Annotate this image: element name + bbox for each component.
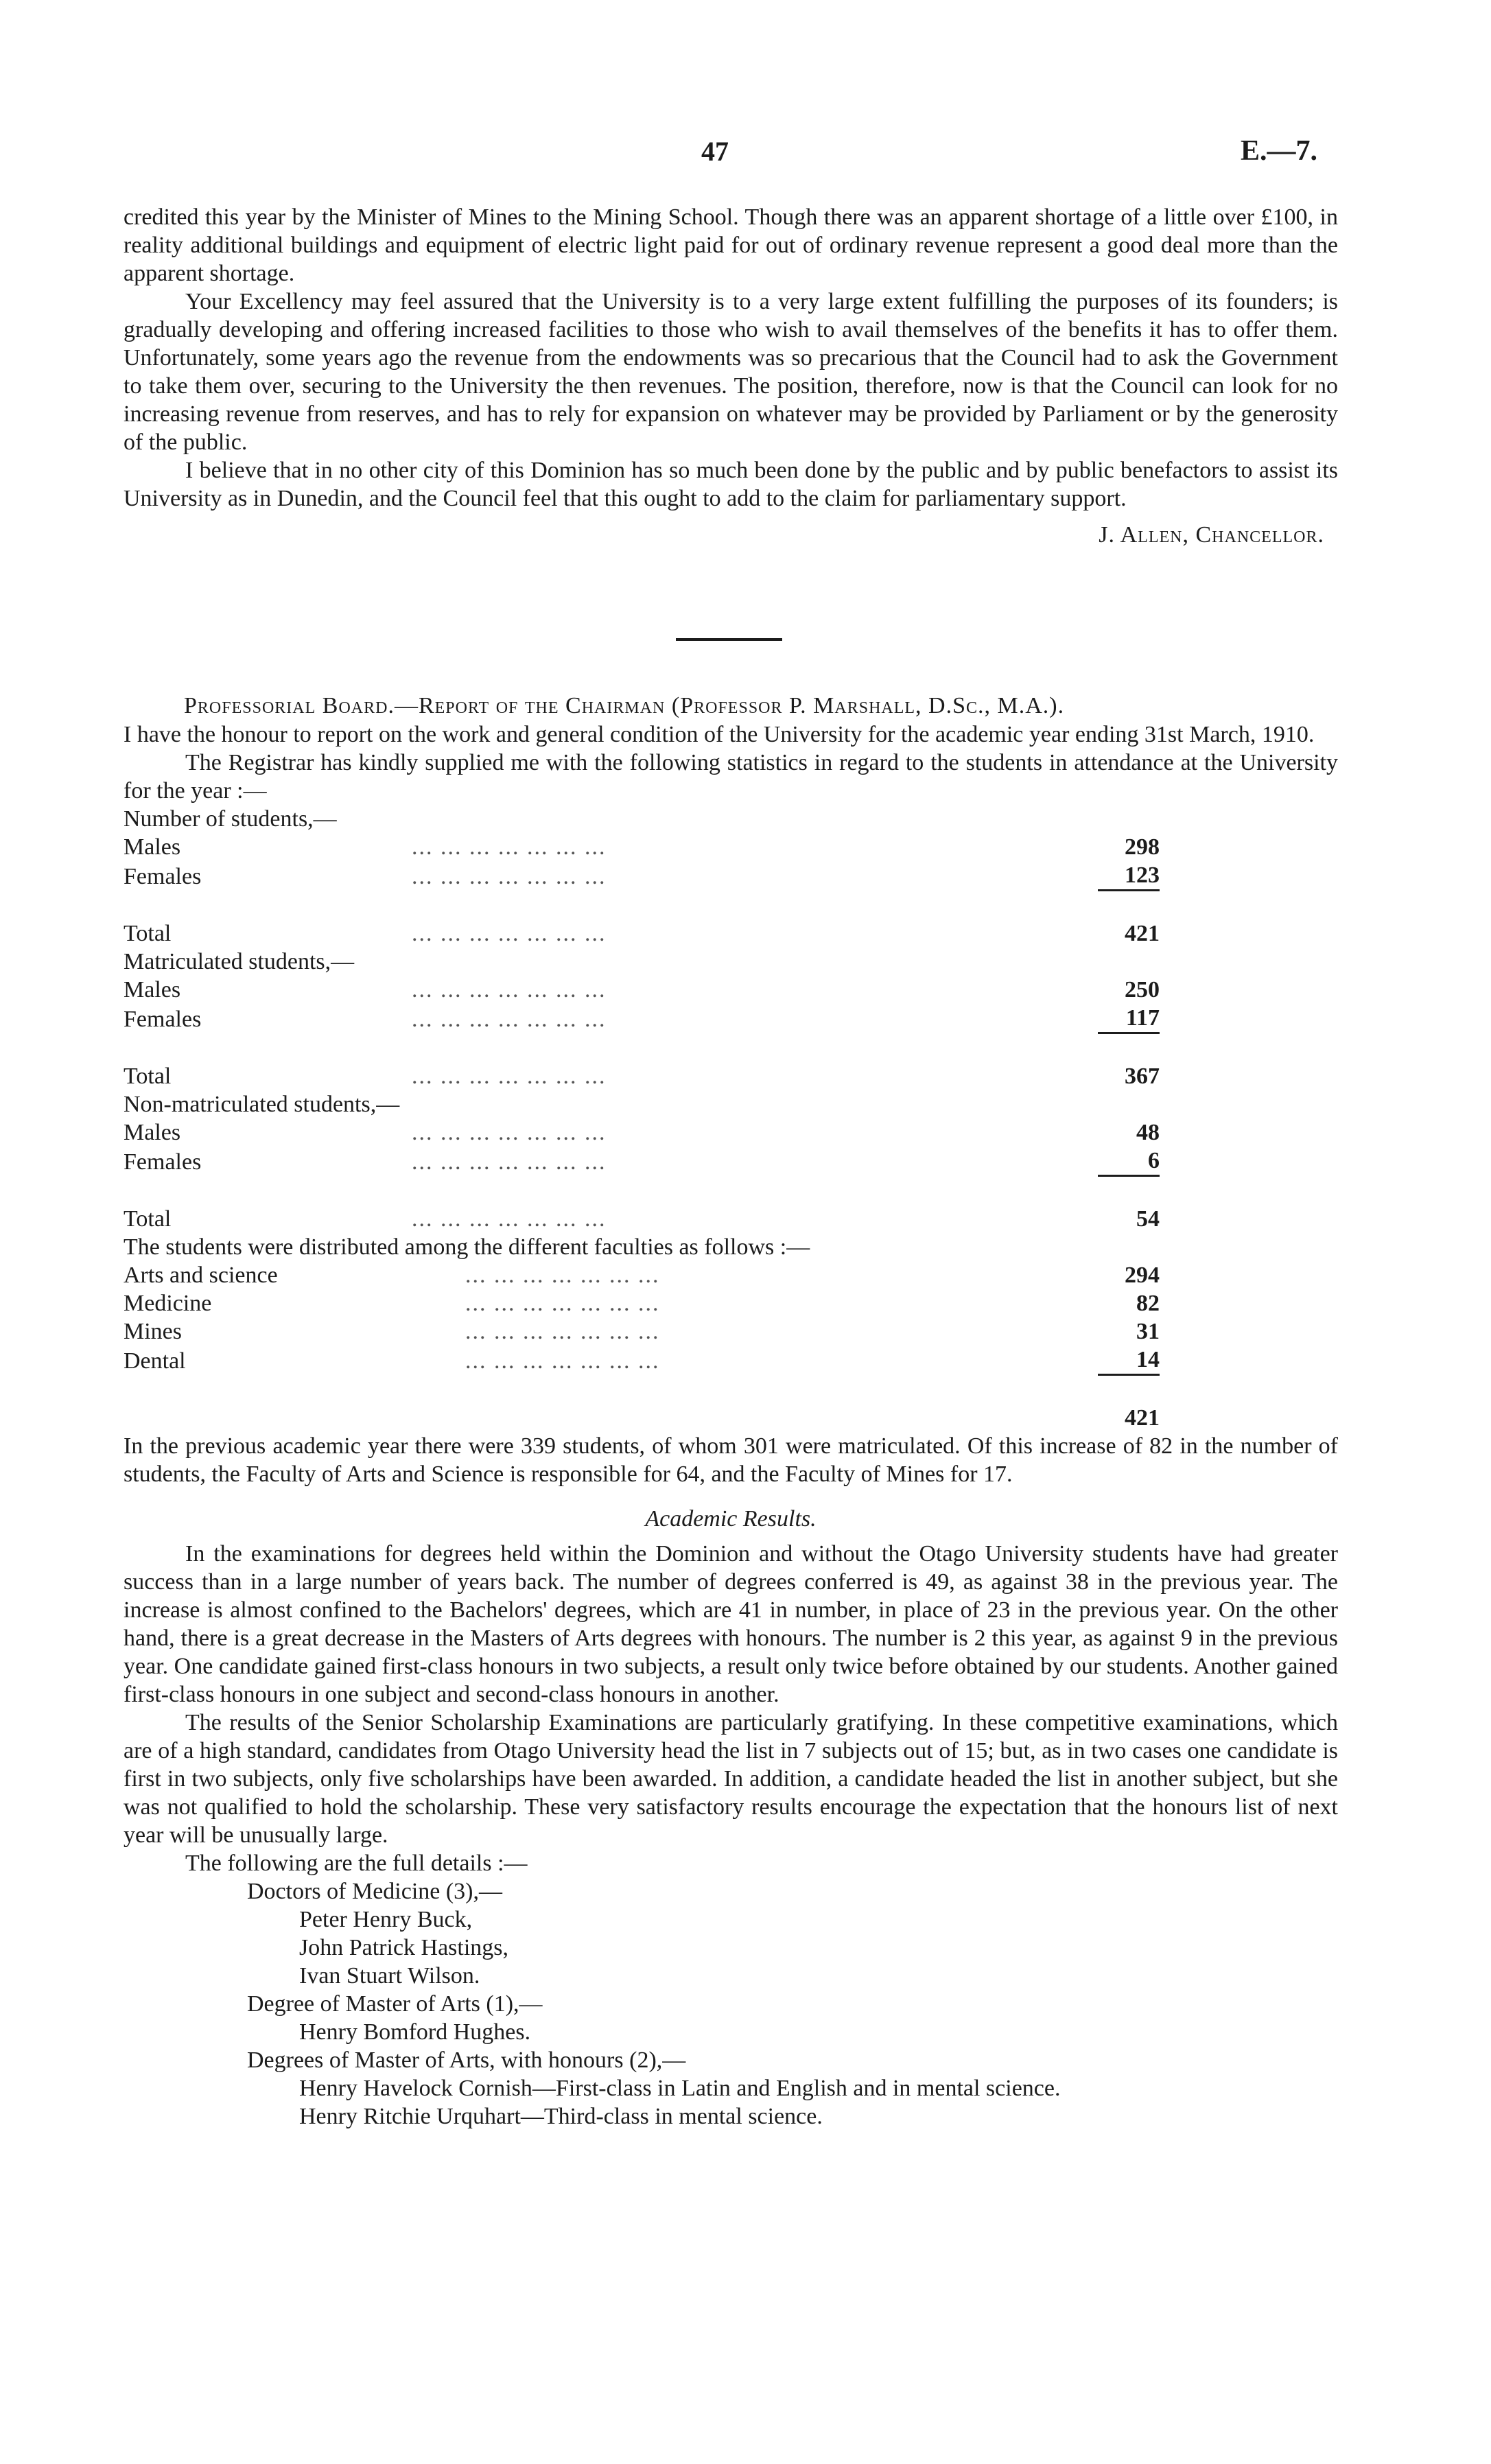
row-label: Females <box>124 1006 202 1032</box>
results-paragraph-3: The following are the full details :— <box>185 1851 528 1876</box>
table-row <box>124 1090 1160 1118</box>
leader-dots: ... ... ... ... ... ... ... <box>412 834 607 860</box>
leader-dots: ... ... ... ... ... ... ... <box>412 1006 607 1032</box>
leader-dots: ... ... ... ... ... ... ... <box>465 1319 660 1344</box>
report-heading-board: Professorial Board. <box>184 693 395 718</box>
row-value: 6 <box>1098 1147 1160 1176</box>
table-row <box>124 1062 1160 1090</box>
table-row <box>124 1289 1160 1317</box>
intro-paragraph-2: Your Excellency may feel assured that the University is to a very large extent fulfilling the purposes of its founders; is gradually developing and offering increased facilities to those who wish to avail themselves of the benefits it has to offer them. Unfortunately, some years ago the revenue from the endowments was so precarious that the Council had to ask the Government to take them over, securing to the University the then revenues. The position, therefore, now is that the Council can look for no increasing revenue from reserves, and has to rely for expansion on whatever may be provided by Parliament or by the generosity of the public. <box>124 289 1338 455</box>
table-row <box>124 1118 1160 1147</box>
total-label: Total <box>124 1064 172 1089</box>
faculty-name: Dental <box>124 1348 186 1374</box>
table-row <box>124 1205 1160 1233</box>
table-row <box>124 861 1160 891</box>
faculty-name: Medicine <box>124 1291 212 1316</box>
row-label: Females <box>124 1149 202 1175</box>
row-label: Females <box>124 863 202 889</box>
report-heading <box>184 692 1350 720</box>
group-label: Non-matriculated students,— <box>124 1092 400 1117</box>
faculty-name: Arts and science <box>124 1263 278 1288</box>
list-item: Henry Bomford Hughes. <box>299 2019 531 2045</box>
report-paragraph-3: In the previous academic year there were 339 students, of whom 301 were matriculated. Of this increase of 82 in the number of students, the Faculty of Arts and Science is responsible for 64, and the Faculty of Mines for 17. <box>124 1433 1338 1487</box>
faculty-value: 14 <box>1098 1346 1160 1375</box>
table-row <box>124 1261 1160 1289</box>
total-value: 367 <box>1125 1064 1160 1089</box>
table-row <box>124 1147 1160 1176</box>
list-item: John Patrick Hastings, <box>299 1935 509 1960</box>
row-value: 48 <box>1136 1120 1160 1145</box>
row-value: 123 <box>1098 861 1160 891</box>
faculty-distribution-table <box>124 1261 1160 1432</box>
list-item: Peter Henry Buck, <box>299 1907 473 1932</box>
list-item: Henry Ritchie Urquhart—Third-class in mental science. <box>299 2104 823 2129</box>
table-row <box>124 948 1160 976</box>
table-row <box>124 805 1160 833</box>
page-number: 47 <box>701 136 729 167</box>
table-row <box>124 1004 1160 1033</box>
faculties-total-value: 421 <box>1125 1405 1160 1431</box>
faculty-name: Mines <box>124 1319 182 1344</box>
group-label: Matriculated students,— <box>124 949 355 974</box>
row-value: 298 <box>1125 834 1160 860</box>
total-label: Total <box>124 921 172 946</box>
table-row <box>124 833 1160 861</box>
faculties-intro: The students were distributed among the different faculties as follows :— <box>124 1234 810 1260</box>
table-row <box>124 1346 1160 1375</box>
list-item: Henry Havelock Cornish—First-class in Latin and English and in mental science. <box>299 2076 1061 2101</box>
faculty-value: 82 <box>1136 1291 1160 1316</box>
group-label: Number of students,— <box>124 806 337 832</box>
faculty-value: 294 <box>1125 1263 1160 1288</box>
academic-results-title: Academic Results. <box>645 1506 817 1532</box>
student-statistics-table <box>124 805 1160 1233</box>
report-paragraph-2: The Registrar has kindly supplied me with the following statistics in regard to the students in attendance at the University for the year :— <box>124 750 1338 803</box>
leader-dots: ... ... ... ... ... ... ... <box>412 921 607 946</box>
row-label: Males <box>124 834 181 860</box>
leader-dots: ... ... ... ... ... ... ... <box>412 1149 607 1175</box>
leader-dots: ... ... ... ... ... ... ... <box>412 1064 607 1089</box>
table-row <box>124 1404 1160 1432</box>
degree-list <box>124 1877 1338 2131</box>
table-row <box>124 1317 1160 1346</box>
degree-heading: Degrees of Master of Arts, with honours (2),— <box>247 2048 686 2073</box>
total-value: 421 <box>1125 921 1160 946</box>
degree-heading: Doctors of Medicine (3),— <box>247 1879 503 1904</box>
results-paragraph-2: The results of the Senior Scholarship Examinations are particularly gratifying. In these competitive examinations, which are of a high standard, candidates from Otago University head the list in 7 subjects out of 15; but, as in two cases one candidate is first in two subjects, only five scholarships have been awarded. In addition, a candidate headed the list in another subject, but she was not qualified to hold the scholarship. These very satisfactory results encourage the expectation that the honours list of next year will be unusually large. <box>124 1710 1338 1848</box>
list-item: Ivan Stuart Wilson. <box>299 1963 480 1988</box>
leader-dots: ... ... ... ... ... ... ... <box>412 1206 607 1232</box>
row-label: Males <box>124 1120 181 1145</box>
leader-dots: ... ... ... ... ... ... ... <box>465 1291 660 1316</box>
leader-dots: ... ... ... ... ... ... ... <box>412 977 607 1002</box>
total-label: Total <box>124 1206 172 1232</box>
chancellor-signature: J. Allen, Chancellor. <box>1099 522 1324 548</box>
report-paragraph-1: I have the honour to report on the work and general condition of the University for the academic year ending 31st March, 1910. <box>124 722 1315 747</box>
row-value: 250 <box>1125 977 1160 1002</box>
row-value: 117 <box>1098 1004 1160 1033</box>
leader-dots: ... ... ... ... ... ... ... <box>412 1120 607 1145</box>
results-paragraph-1: In the examinations for degrees held within the Dominion and without the Otago University students have had greater success than in a large number of years back. The number of degrees conferred is 49, as against 38 in the previous year. The increase is almost confined to the Bachelors' degrees, which are 41 in number, in place of 23 in the previous year. On the other hand, there is a great decrease in the Masters of Arts degrees with honours. The number is 2 this year, as against 9 in the previous year. One candidate gained first-class honours in two subjects, a result only twice before obtained by our students. Another gained first-class honours in one subject and second-class honours in another. <box>124 1541 1338 1707</box>
total-value: 54 <box>1136 1206 1160 1232</box>
document-reference: E.—7. <box>1241 135 1318 167</box>
chancellor-letter <box>124 203 1338 549</box>
intro-paragraph-3: I believe that in no other city of this Dominion has so much been done by the public and by public benefactors to assist its University as in Dunedin, and the Council feel that this ought to add to the claim for parliamentary support. <box>124 458 1338 511</box>
intro-paragraph-1: credited this year by the Minister of Mines to the Mining School. Though there was an apparent shortage of a little over £100, in reality additional buildings and equipment of electric light paid for out of ordinary revenue represent a good deal more than the apparent shortage. <box>124 204 1338 286</box>
faculty-value: 31 <box>1136 1319 1160 1344</box>
leader-dots: ... ... ... ... ... ... ... <box>412 863 607 889</box>
report-body <box>124 720 1338 2131</box>
leader-dots: ... ... ... ... ... ... ... <box>465 1348 660 1374</box>
degree-heading: Degree of Master of Arts (1),— <box>247 1991 543 2017</box>
leader-dots: ... ... ... ... ... ... ... <box>465 1263 660 1288</box>
section-divider <box>676 638 782 641</box>
table-row <box>124 976 1160 1004</box>
row-label: Males <box>124 977 181 1002</box>
report-heading-chairman: —Report of the Chairman (Professor P. Marshall, D.Sc., M.A.). <box>394 693 1065 718</box>
table-row <box>124 919 1160 948</box>
